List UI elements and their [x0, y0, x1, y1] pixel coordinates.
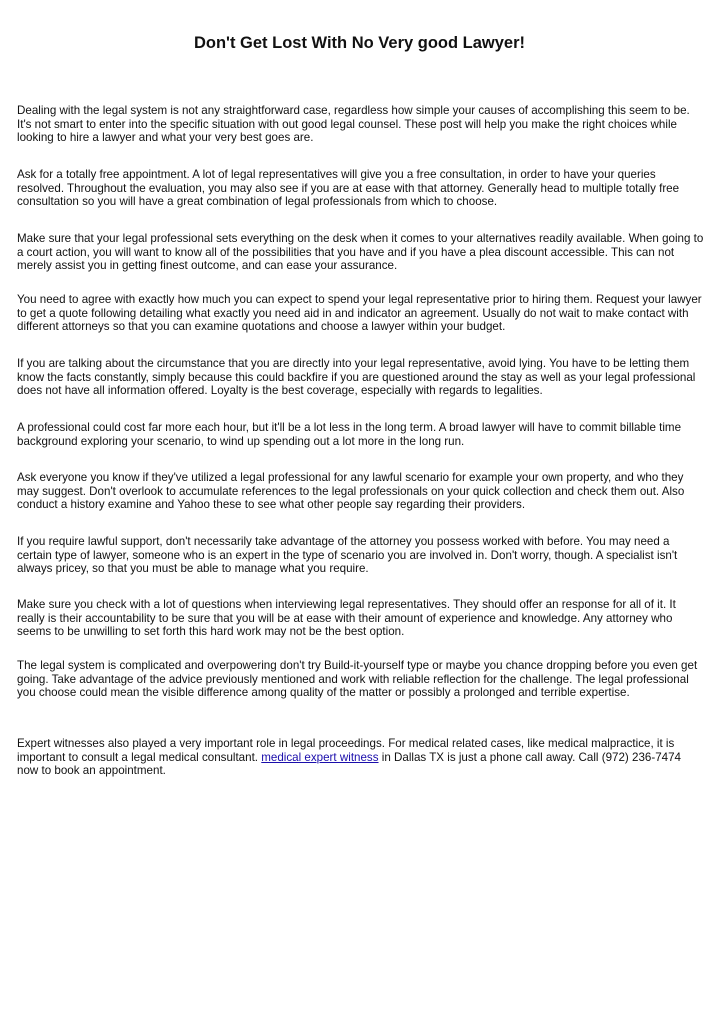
medical-expert-witness-link[interactable]: medical expert witness	[261, 750, 379, 764]
document-title: Don't Get Lost With No Very good Lawyer!	[193, 34, 526, 52]
paragraph-honesty: If you are talking about the circumstance that you are directly into your legal representative, avoid lying. You have to be letting them know the facts constantly, simply because this could backfire if you are questioned around the stay as well as your legal professional does not have all information offered. Loyalty is the best coverage, especially with regards to legalities.	[17, 357, 696, 398]
paragraph-conclusion: The legal system is complicated and overpowering don't try Build-it-yourself type or maybe you chance dropping before you even get going. Take advantage of the advice previously mentioned and work with reliable reflection for the challenge. The legal professional you choose could mean the visible difference among quality of the matter or possibly a prolonged and terrible expertise.	[17, 659, 698, 700]
paragraph-expert-witness	[17, 737, 705, 778]
expert-text-after-link: in Dallas TX is just a phone call away. Call (972) 236-7474 now to book an appointment.	[17, 750, 681, 778]
expert-text-before-link: Expert witnesses also played a very important role in legal proceedings. For medical related cases, like medical malpractice, it is important to consult a legal medical consultant.	[17, 737, 675, 764]
paragraph-specialist-cost: A professional could cost far more each hour, but it'll be a lot less in the long term. A broad lawyer will have to commit billable time background exploring your scenario, to wind up spending out a lot more in the long run.	[17, 421, 682, 448]
paragraph-type-of-lawyer: If you require lawful support, don't necessarily take advantage of the attorney you possess worked with before. You may need a certain type of lawyer, someone who is an expert in the type of scenario you are involved in. Don't worry, though. A specialist isn't always pricey, so that you must be able to manage what you require.	[17, 535, 678, 576]
paragraph-questions: Make sure you check with a lot of questions when interviewing legal representatives. They should offer an response for all of it. It really is their accountability to be sure that you will be at ease with their amount of experience and knowledge. Any attorney who seems to be unwilling to set forth this hard work may not be the best option.	[17, 598, 676, 639]
paragraph-references: Ask everyone you know if they've utilized a legal professional for any lawful scenario for example your own property, and who they may suggest. Don't overlook to accumulate references to the legal professionals on your quick collection and check them out. Also conduct a history examine and Yahoo these to see what other people say regarding their providers.	[17, 471, 685, 512]
paragraph-options: Make sure that your legal professional sets everything on the desk when it comes to your alternatives readily available. When going to a court action, you will want to know all of the possibilities that you have and if you have a plea discount accessible. This can not merely assist you in getting finest outcome, and can ease your assurance.	[17, 232, 704, 273]
paragraph-intro: Dealing with the legal system is not any straightforward case, regardless how simple your causes of accomplishing this seem to be. It's not smart to enter into the specific situation with out good legal counsel. These post will help you make the right choices while looking to hire a lawyer and what your very best goes are.	[17, 104, 690, 145]
paragraph-free-appointment: Ask for a totally free appointment. A lot of legal representatives will give you a free consultation, in order to have your queries resolved. Throughout the evaluation, you may also see if you are at ease with that attorney. Generally head to multiple totally free consultation so you will have a great combination of legal professionals from which to choose.	[17, 168, 680, 209]
paragraph-fees: You need to agree with exactly how much you can expect to spend your legal representative prior to hiring them. Request your lawyer to get a quote following detailing what exactly you need aid in and indicator an agreement. Usually do not wait to make contact with different attorneys so that you can examine quotations and choose a lawyer within your budget.	[17, 293, 702, 334]
